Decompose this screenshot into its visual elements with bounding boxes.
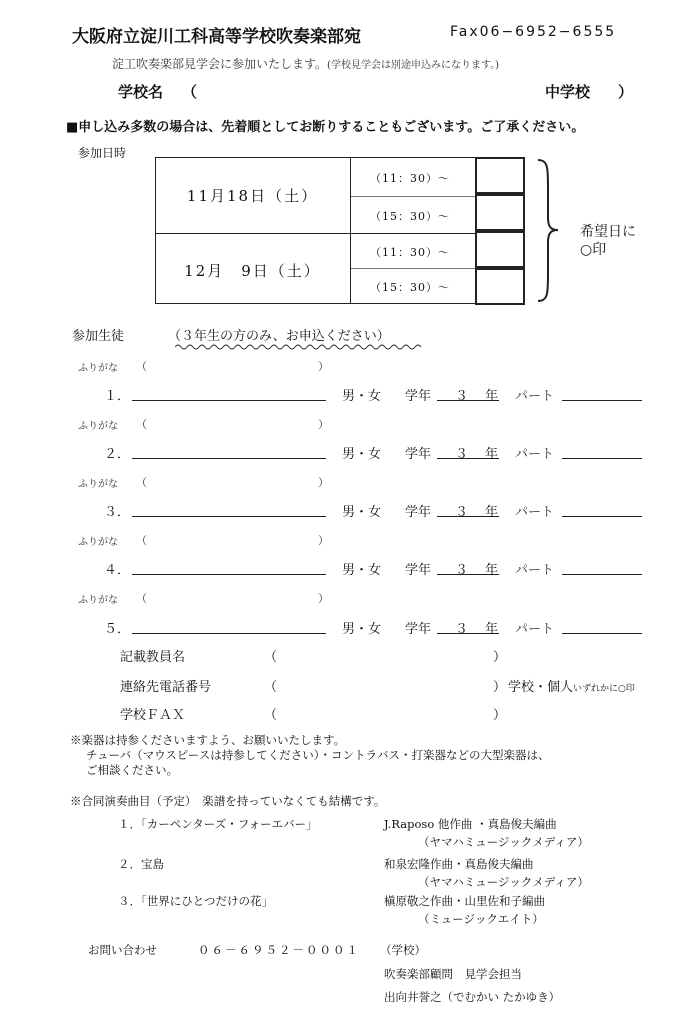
phone-choice-note: いずれかに○印	[573, 684, 635, 694]
part-label: パート	[515, 505, 555, 520]
furigana-row	[78, 475, 329, 490]
date-checkbox-1118-1130[interactable]	[475, 157, 525, 194]
furigana-row	[78, 591, 329, 606]
student-row-5	[0, 618, 700, 638]
sex-choice[interactable]: 男・女	[342, 447, 382, 462]
song-publisher: （ヤマハミュージックメディア）	[418, 835, 589, 849]
paren-open: （	[264, 650, 278, 665]
furigana-label: ふりがな	[78, 595, 118, 606]
song-title: ２．宝島	[118, 857, 164, 871]
date-checkbox-1209-1530[interactable]	[475, 268, 525, 305]
header-title: 大阪府立淀川工科高等学校吹奏楽部宛	[72, 27, 361, 47]
furigana-row	[78, 533, 329, 548]
school-name-label: 学校名	[118, 83, 164, 101]
part-field[interactable]	[562, 574, 642, 575]
grade-label: 学年	[405, 505, 432, 520]
grade-unit: 年	[485, 622, 499, 637]
song-publisher: （ヤマハミュージックメディア）	[418, 875, 589, 889]
inquiry-person: 出向井誉之（でむかい たかゆき）	[384, 990, 561, 1004]
slot-time: （11：30）～	[370, 246, 450, 259]
furigana-paren-open: （	[136, 360, 147, 373]
furigana-label: ふりがな	[78, 363, 118, 374]
phone-choice[interactable]	[508, 676, 635, 695]
grade-number: ３	[455, 563, 469, 578]
grade-unit: 年	[485, 447, 499, 462]
grade-number: ３	[455, 622, 469, 637]
student-name-field[interactable]	[132, 400, 326, 401]
date-cell-2: 12月 9日（土）	[184, 262, 321, 280]
part-field[interactable]	[562, 458, 642, 459]
songs-heading: ※合同演奏曲目（予定） 楽譜を持っていなくても結構です。	[70, 794, 386, 808]
sex-choice[interactable]: 男・女	[342, 622, 382, 637]
paren-open: （	[264, 680, 278, 695]
student-row-1	[0, 385, 700, 405]
part-field[interactable]	[562, 400, 642, 401]
student-name-field[interactable]	[132, 574, 326, 575]
furigana-label: ふりがな	[78, 537, 118, 548]
grade-value	[437, 618, 499, 637]
student-number: １．	[104, 389, 131, 404]
grade-label: 学年	[405, 389, 432, 404]
intro-note: (学校見学会は別途申込みになります。)	[327, 60, 500, 71]
slot-divider	[351, 268, 475, 269]
date-selection-table	[155, 157, 525, 304]
school-name-paren-close: ）	[618, 83, 634, 101]
furigana-paren-close: ）	[318, 418, 329, 431]
student-number: ４．	[104, 563, 131, 578]
grade-value	[437, 443, 499, 462]
inquiry-phone-note: （学校）	[380, 943, 426, 957]
furigana-paren-close: ）	[318, 360, 329, 373]
students-note: （３年生の方のみ、お申込ください）	[168, 329, 390, 344]
student-number: ２．	[104, 447, 131, 462]
part-label: パート	[515, 447, 555, 462]
song-credit: J.Raposo 他作曲 ・真島俊夫編曲	[384, 817, 557, 831]
furigana-paren-open: （	[136, 476, 147, 489]
inquiry-phone: ０６－６９５２－０００１	[198, 943, 360, 957]
student-number: ５．	[104, 622, 131, 637]
grade-value	[437, 385, 499, 404]
date-cell-1: 11月18日（土）	[186, 187, 319, 205]
date-table-row-divider	[155, 233, 475, 234]
part-label: パート	[515, 622, 555, 637]
school-suffix-label: 中学校	[545, 83, 591, 101]
students-label: 参加生徒	[72, 329, 125, 344]
slot-time: （15：30）～	[370, 210, 450, 223]
intro-text	[112, 55, 499, 72]
student-name-field[interactable]	[132, 516, 326, 517]
instrument-note-line1: ※楽器は持参くださいますよう、お願いいたします。	[70, 733, 346, 747]
first-come-notice: ■申し込み多数の場合は、先着順としてお断りすることもございます。ご了承ください。	[66, 120, 585, 135]
furigana-paren-open: （	[136, 592, 147, 605]
sex-choice[interactable]: 男・女	[342, 389, 382, 404]
paren-close: ）	[493, 708, 507, 723]
header-fax-number: Fax06−6952−6555	[450, 24, 617, 40]
furigana-row	[78, 417, 329, 432]
furigana-paren-close: ）	[318, 592, 329, 605]
grade-number: ３	[455, 447, 469, 462]
slot-time: （11：30）～	[370, 172, 450, 185]
curly-brace-icon	[534, 158, 564, 303]
instrument-note-line2: チューバ（マウスピースは持参してください）・コントラバス・打楽器などの大型楽器は、	[86, 748, 550, 762]
wavy-underline	[175, 343, 423, 351]
paren-close: ）	[493, 650, 507, 665]
student-row-2	[0, 443, 700, 463]
song-title: ３．「世界にひとつだけの花」	[118, 894, 274, 908]
song-title: １．「カーペンターズ・フォーエバー」	[118, 817, 318, 831]
grade-unit: 年	[485, 563, 499, 578]
grade-unit: 年	[485, 505, 499, 520]
dates-label: 参加日時	[78, 146, 127, 160]
sex-choice[interactable]: 男・女	[342, 563, 382, 578]
song-publisher: （ミュージックエイト）	[418, 912, 544, 926]
grade-label: 学年	[405, 563, 432, 578]
grade-number: ３	[455, 389, 469, 404]
grade-label: 学年	[405, 447, 432, 462]
inquiry-label: お問い合わせ	[88, 943, 157, 957]
grade-number: ３	[455, 505, 469, 520]
furigana-paren-close: ）	[318, 476, 329, 489]
song-credit: 和泉宏隆作曲・真島俊夫編曲	[384, 857, 534, 871]
student-name-field[interactable]	[132, 458, 326, 459]
inquiry-dept: 吹奏楽部顧問 見学会担当	[384, 967, 522, 981]
grade-value	[437, 501, 499, 520]
school-fax-label: 学校ＦＡＸ	[120, 708, 186, 723]
phone-choice-options: 学校・個人	[508, 680, 574, 695]
date-checkbox-1209-1130[interactable]	[475, 231, 525, 268]
song-credit: 槇原敬之作曲・山里佐和子編曲	[384, 894, 545, 908]
slot-divider	[351, 196, 475, 197]
paren-open: （	[264, 708, 278, 723]
student-row-3	[0, 501, 700, 521]
furigana-label: ふりがな	[78, 421, 118, 432]
furigana-row	[78, 359, 329, 374]
furigana-paren-open: （	[136, 418, 147, 431]
part-label: パート	[515, 389, 555, 404]
paren-close: ）	[493, 680, 507, 695]
grade-label: 学年	[405, 622, 432, 637]
furigana-label: ふりがな	[78, 479, 118, 490]
student-row-4	[0, 559, 700, 579]
grade-unit: 年	[485, 389, 499, 404]
part-field[interactable]	[562, 516, 642, 517]
date-table-divider	[350, 157, 351, 304]
school-name-paren-open: （	[182, 83, 198, 101]
instrument-note	[70, 733, 690, 778]
furigana-paren-open: （	[136, 534, 147, 547]
part-field[interactable]	[562, 633, 642, 634]
sex-choice[interactable]: 男・女	[342, 505, 382, 520]
contact-phone-label: 連絡先電話番号	[120, 680, 212, 695]
student-name-field[interactable]	[132, 633, 326, 634]
furigana-paren-close: ）	[318, 534, 329, 547]
part-label: パート	[515, 563, 555, 578]
instrument-note-line3: ご相談ください。	[86, 763, 178, 777]
hope-date-label: 希望日に○印	[580, 224, 636, 258]
intro-main: 淀工吹奏楽部見学会に参加いたします。	[112, 57, 328, 71]
teacher-name-label: 記載教員名	[120, 650, 186, 665]
slot-time: （15：30）～	[370, 281, 450, 294]
student-number: ３．	[104, 505, 131, 520]
grade-value	[437, 559, 499, 578]
date-checkbox-1118-1530[interactable]	[475, 194, 525, 231]
